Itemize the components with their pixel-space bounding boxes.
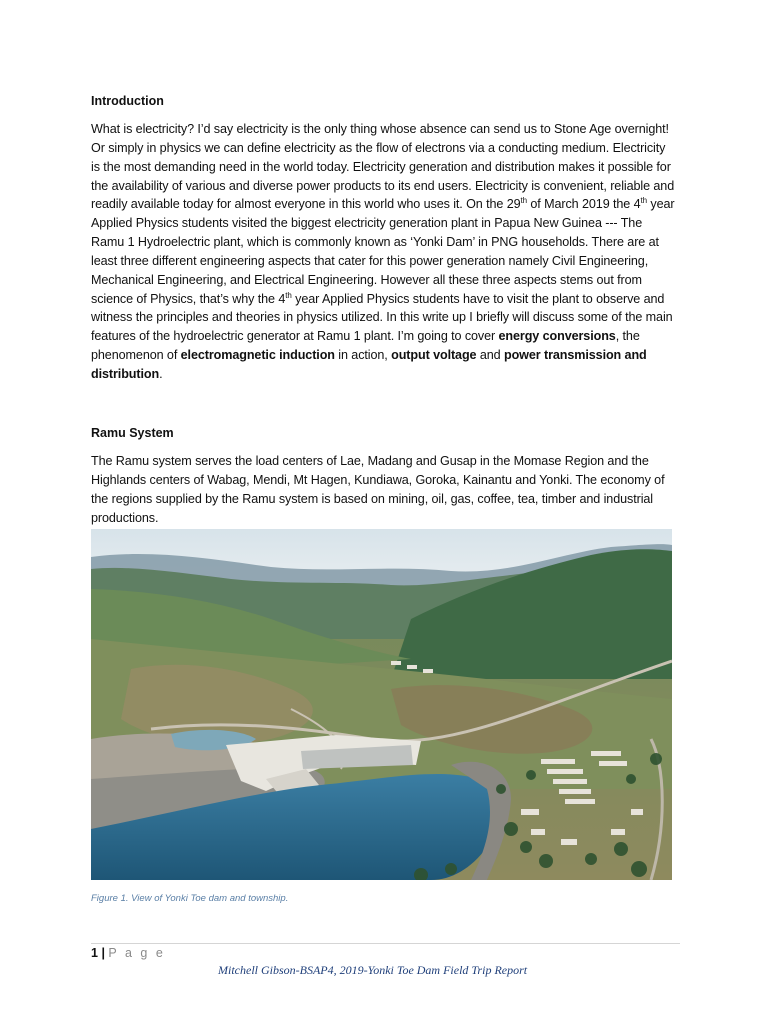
intro-bold-transmission: power transmission and distribution bbox=[91, 348, 647, 381]
intro-text-4: year Applied Physics students have to visit the plant to observe and witness the principles and theories in physics utilized. In this write up I briefly will discuss some of the main features of the hydroelectric generator at Ramu 1 plant. I’m going to cover bbox=[91, 291, 673, 344]
intro-text-3: year Applied Physics students visited the biggest electricity generation plant in Papua New Guinea --- The Ramu 1 Hydroelectric plant, which is commonly known as ‘Yonki Dam’ in PNG households. There are at least three different engineering aspects that cater for this power generation namely Civil Engineering, Mechanical Engineering, and Electrical Engineering. However all these three aspects stems out from science of Physics, that’s why the 4 bbox=[91, 197, 675, 306]
yonki-dam-photo bbox=[91, 529, 672, 880]
intro-bold-energy: energy conversions bbox=[498, 329, 616, 344]
figure-caption: Figure 1. View of Yonki Toe dam and township. bbox=[91, 893, 289, 904]
introduction-paragraph bbox=[91, 120, 675, 384]
intro-bold-induction: electromagnetic induction bbox=[180, 348, 335, 363]
ramu-system-heading: Ramu System bbox=[91, 426, 174, 440]
intro-text-1: What is electricity? I’d say electricity is the only thing whose absence can send us to Stone Age overnight! Or simply in physics we can define electricity as the flow of electrons via a conducting medium. Electricity is the most demanding need in the world today. Electricity generation and distribution makes it possible for the availability of various and diverse power products to its end users. Electricity is convenient, reliable and readily available today for almost everyone in this world who uses it. On the 29 bbox=[91, 122, 675, 212]
page-number-value: 1 bbox=[91, 946, 98, 960]
intro-text-5: , the phenomenon of bbox=[91, 329, 640, 363]
page-word: P a g e bbox=[108, 946, 166, 960]
intro-sup-1: th bbox=[520, 196, 527, 206]
footer-report-title: Mitchell Gibson-BSAP4, 2019-Yonki Toe Dam Field Trip Report bbox=[218, 963, 528, 977]
page-number bbox=[91, 946, 165, 960]
ramu-system-paragraph: The Ramu system serves the load centers of Lae, Madang and Gusap in the Momase Region and the Highlands centers of Wabag, Mendi, Mt Hagen, Kundiawa, Goroka, Kainantu and Yonki. The economy of the regions supplied by the Ramu system is based on mining, oil, gas, coffee, tea, timber and industrial productions. bbox=[91, 454, 665, 525]
intro-text-2: of March 2019 the 4 bbox=[527, 197, 641, 212]
intro-sup-2: th bbox=[640, 196, 647, 206]
intro-bold-voltage: output voltage bbox=[391, 348, 477, 363]
intro-sup-3: th bbox=[285, 290, 292, 300]
dam-photo-illustration bbox=[91, 529, 672, 880]
intro-text-8: . bbox=[159, 366, 163, 381]
page-number-separator: | bbox=[101, 946, 105, 960]
footer-divider bbox=[91, 943, 680, 944]
intro-text-6: in action, bbox=[334, 348, 392, 363]
introduction-heading: Introduction bbox=[91, 94, 164, 108]
intro-text-7: and bbox=[476, 348, 504, 363]
